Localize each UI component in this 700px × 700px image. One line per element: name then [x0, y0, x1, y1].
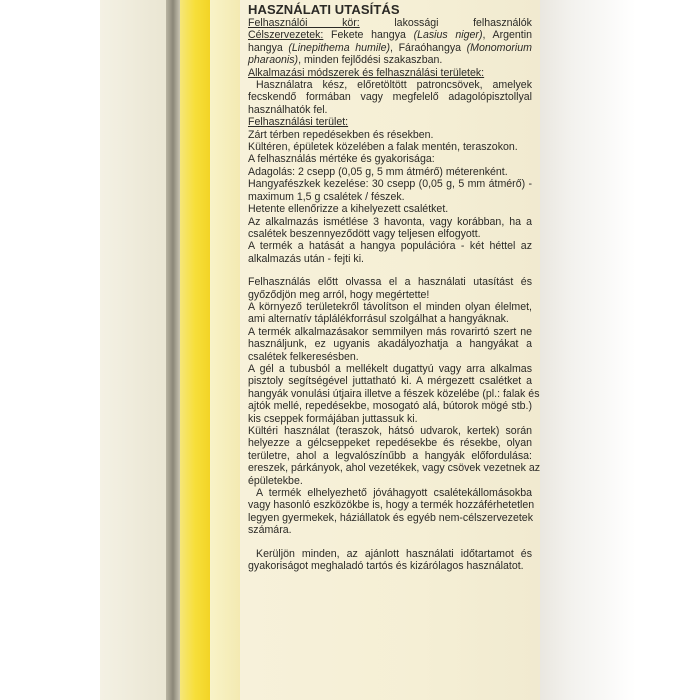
text-line: pisztoly segítségével juttatható ki. A mérgezett csalétket a	[248, 375, 532, 388]
text-line: győződjön meg arról, hogy megértette!	[248, 288, 430, 301]
text-line: gyakoriságot meghaladó tartós és kizárólagos használatot.	[248, 560, 524, 573]
text-line: kis cseppek formájában juttassuk ki.	[248, 412, 418, 425]
text-line: maximum 1,5 g csalétek / fészek.	[248, 190, 405, 203]
text-line: számára.	[248, 524, 292, 537]
target-organisms-line-2: hangya (Linepithema humile), Fáraóhangya (Monomorium	[248, 41, 532, 54]
target-organisms-line: Célszervezetek: Fekete hangya (Lasius niger), Argentin	[248, 29, 532, 42]
methods-heading: Alkalmazási módszerek és felhasználási területek:	[248, 66, 485, 79]
pale-yellow-stripe	[210, 0, 240, 700]
text-line: vagy hasonló eszközökbe is, hogy a termék hozzáférhetetlen	[248, 499, 535, 512]
text-line: Zárt térben repedésekben és résekben.	[248, 128, 434, 141]
text-line: Az alkalmazás ismétlése 3 havonta, vagy korábban, ha a	[248, 215, 532, 228]
text-line: Kerüljön minden, az ajánlott használati időtartamot és	[256, 547, 532, 560]
text-line: A gél a tubusból a mellékelt dugattyú vagy arra alkalmas	[248, 362, 532, 375]
text-line: fecskendő formában vagy megfelelő adagolópisztollyal	[248, 91, 532, 104]
text-line: Hangyafészkek kezelése: 30 csepp (0,05 g, 5 mm átmérő) -	[248, 178, 532, 191]
yellow-stripe	[180, 0, 210, 700]
text-line: A termék alkalmazásakor semmilyen más rovarirtó szert ne	[248, 325, 532, 338]
area-heading: Felhasználási terület:	[248, 116, 349, 129]
text-line: hangyák vonulási útjaira illetve a fészek közelébe (pl.: falak és	[248, 387, 540, 400]
text-line: legyen gyermekek, háziállatok és egyéb nem-célszervezetek	[248, 511, 533, 524]
package-edge-shadow	[166, 0, 180, 700]
text-line: A felhasználás mértéke és gyakorisága:	[248, 153, 435, 166]
text-line: Adagolás: 2 csepp (0,05 g, 5 mm átmérő) méterenként.	[248, 165, 508, 178]
paragraph-gap	[248, 537, 532, 548]
text-line: épületekbe.	[248, 474, 303, 487]
text-line: használhatók fel.	[248, 103, 328, 116]
text-line: A termék elhelyezhető jóváhagyott csalétekállomásokba	[256, 487, 532, 500]
text-line: alkalmazás után - fejti ki.	[248, 252, 364, 265]
text-line: használjunk, ez ugyanis akadályozhatja a hangyákat a	[248, 338, 532, 351]
text-line: helyezze a gélcseppeket repedésekbe és résekbe, olyan	[248, 437, 532, 450]
text-line: csalétek beszennyeződött vagy teljesen elfogyott.	[248, 227, 481, 240]
user-group-line: Felhasználói kör: lakossági felhasználók	[248, 17, 532, 29]
target-organisms-line-3: pharaonis), minden fejlődési szakaszban.	[248, 54, 443, 67]
text-line: A környező területekről távolítson el minden olyan élelmet,	[248, 300, 532, 313]
text-line: ami alternatív táplálékforrásul szolgálhat a hangyáknak.	[248, 313, 509, 326]
text-line: A termék a hatását a hangya populációra - két héttel az	[248, 240, 532, 253]
text-line: Hetente ellenőrizze a kihelyezett csalétket.	[248, 203, 449, 216]
instructions-text	[248, 0, 541, 573]
instructions-title: HASZNÁLATI UTASÍTÁS	[248, 2, 400, 17]
text-line: Kültéren, épületek közelében a falak mentén, teraszokon.	[248, 141, 518, 154]
text-line: Felhasználás előtt olvassa el a használati utasítást és	[248, 276, 532, 289]
background-right	[540, 0, 700, 700]
text-line: Használatra kész, előretöltött patroncsövek, amelyek	[256, 79, 532, 92]
text-line: területre, ahol a legvalószínűbb a hangyák előfordulása:	[248, 449, 532, 462]
text-line: ajtók mellé, repedésekbe, mosogató alá, bútorok mögé stb.)	[248, 400, 532, 413]
paragraph-gap	[248, 265, 532, 276]
text-line: csalétek felkeresésben.	[248, 350, 359, 363]
text-line: ereszek, párkányok, ahol vezetékek, vagy csövek vezetnek az	[248, 462, 541, 475]
text-line: Kültéri használat (teraszok, hátsó udvarok, kertek) során	[248, 425, 532, 437]
